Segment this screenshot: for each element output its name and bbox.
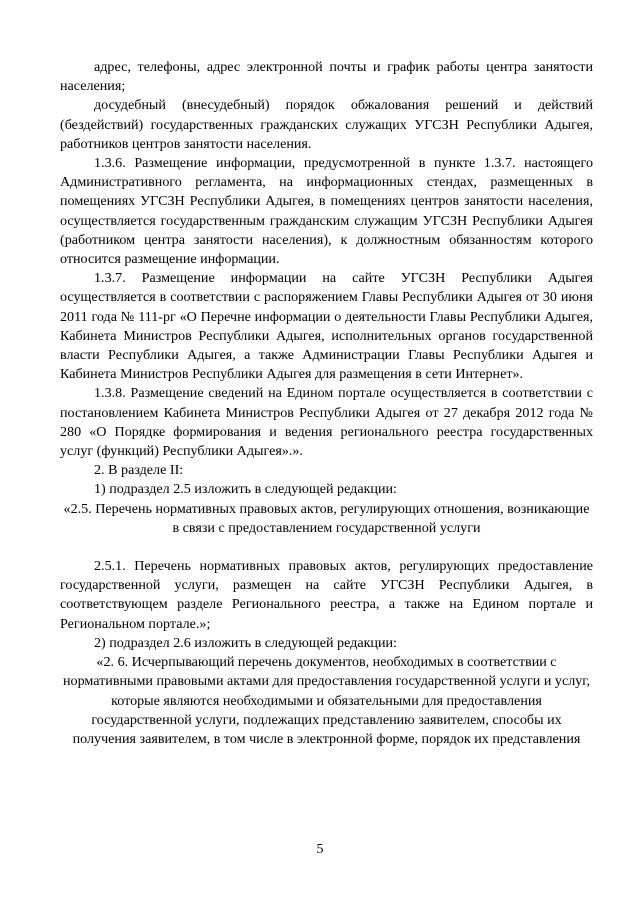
- document-body: [60, 58, 593, 749]
- paragraph-subsection-2-6-intro: 2) подраздел 2.6 изложить в следующей редакции:: [94, 634, 397, 651]
- paragraph-1-3-7: 1.3.7. Размещение информации на сайте УГСЗН Республики Адыгея осуществляется в соответствии с распоряжением Главы Республики Адыгея от 30 июня 2011 года № 111-рг «О Перечне информации о деятельности Главы Республики Адыгея, Кабинета Министров Республики Адыгея, исполнительных органов государственной власти Республики Адыгея, а также Администрации Главы Республики Адыгея и Кабинета Министров Республики Адыгея для размещения в сети Интернет».: [60, 270, 593, 383]
- heading-2-5: «2.5. Перечень нормативных правовых актов, регулирующих отношения, возникающие в связи с предоставлением государственной услуги: [63, 500, 590, 536]
- paragraph-1-3-8: 1.3.8. Размещение сведений на Едином портале осуществляется в соответствии с постановлением Кабинета Министров Республики Адыгея от 27 декабря 2012 года № 280 «О Порядке формирования и ведения регионального реестра государственных услуг (функций) Республики Адыгея».».: [60, 385, 593, 460]
- paragraph-appeal-procedure: досудебный (внесудебный) порядок обжалования решений и действий (бездействий) государственных гражданских служащих УГСЗН Республики Адыгея, работников центров занятости населения.: [60, 97, 593, 152]
- paragraph-contacts: адрес, телефоны, адрес электронной почты и график работы центра занятости населения;: [60, 59, 593, 95]
- page-number: 5: [316, 842, 324, 857]
- paragraph-subsection-2-5-intro: 1) подраздел 2.5 изложить в следующей редакции:: [94, 481, 397, 498]
- blank-line: [60, 538, 593, 557]
- paragraph-1-3-6: 1.3.6. Размещение информации, предусмотренной в пункте 1.3.7. настоящего Административного регламента, на информационных стендах, размещенных в помещениях УГСЗН Республики Адыгея, в помещениях центров занятости населения, осуществляется государственным гражданским служащим УГСЗН Республики Адыгея (работником центра занятости населения), к должностным обязанностям которого относится размещение информации.: [60, 155, 593, 268]
- paragraph-section-2: 2. В разделе II:: [94, 462, 184, 479]
- paragraph-2-5-1: 2.5.1. Перечень нормативных правовых актов, регулирующих предоставление государственной услуги, размещен на сайте УГСЗН Республики Адыгея, в соответствующем разделе Регионального реестра, а также на Едином портале и Региональном портале.»;: [60, 558, 593, 632]
- heading-2-6: «2. 6. Исчерпывающий перечень документов, необходимых в соответствии с нормативными правовыми актами для предоставления государственной услуги и услуг, которые являются необходимыми и обязательными для предоставления государственной услуги, подлежащих представлению заявителем, способы их получения заявителем, в том числе в электронной форме, порядок их представления: [62, 654, 591, 747]
